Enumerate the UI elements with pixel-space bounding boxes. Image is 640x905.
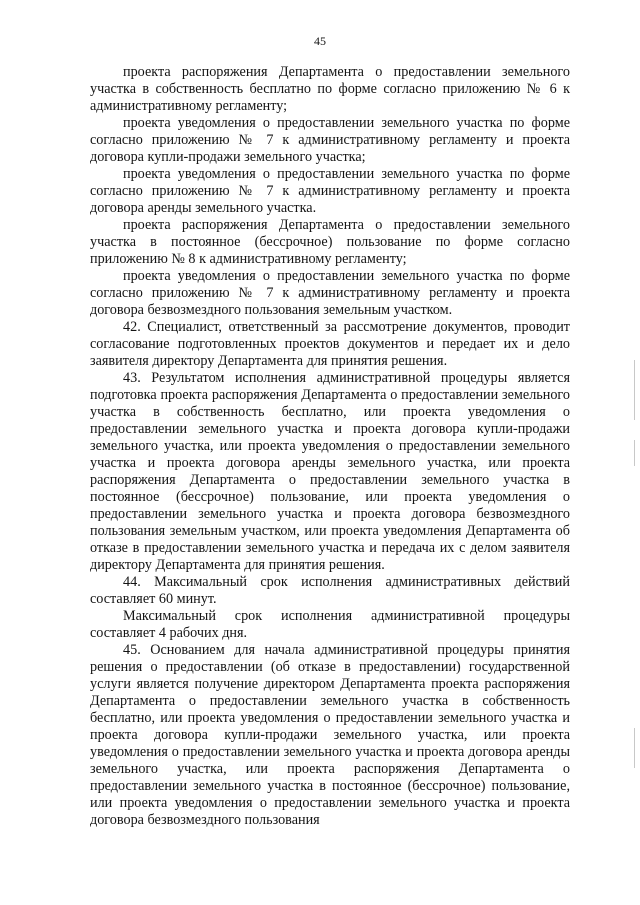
paragraph-42: 42. Специалист, ответственный за рассмотрение документов, проводит согласование подготовленных проектов документов и передает их и дело заявителя директору Департамента для принятия решения. [90,319,570,369]
body-text [90,64,570,829]
paragraph-draft-notice-purchase: проекта уведомления о предоставлении земельного участка по форме согласно приложению № 7 к административному регламенту и проекта договора купли-продажи земельного участка; [90,115,570,165]
scan-edge-mark [634,728,635,768]
paragraph-44: 44. Максимальный срок исполнения административных действий составляет 60 минут. [90,574,570,607]
scan-edge-mark [634,360,635,420]
paragraph-draft-notice-free-use: проекта уведомления о предоставлении земельного участка по форме согласно приложению № 7 к административному регламенту и проекта договора безвозмездного пользования земельным участком. [90,268,570,318]
paragraph-draft-order-permanent-use: проекта распоряжения Департамента о предоставлении земельного участка в постоянное (бессрочное) пользование по форме согласно приложению № 8 к административному регламенту; [90,217,570,267]
page-number: 45 [314,34,326,48]
paragraph-45: 45. Основанием для начала административной процедуры принятия решения о предоставлении (об отказе в предоставлении) государственной услуги является получение директором Департамента проекта распоряжения Департамента о предоставлении земельного участка в собственность бесплатно, или проекта уведомления о предоставлении земельного участка и проекта договора купли-продажи земельного участка, или проекта уведомления о предоставлении земельного участка и проекта договора аренды земельного участка, или проекта распоряжения Департамента о предоставлении земельного участка в постоянное (бессрочное) пользование, или проекта уведомления о предоставлении земельного участка и проекта договора безвозмездного пользования [90,642,570,828]
paragraph-draft-order-free-ownership: проекта распоряжения Департамента о предоставлении земельного участка в собственность бесплатно по форме согласно приложению № 6 к административному регламенту; [90,64,570,114]
scan-edge-mark [634,440,635,466]
paragraph-43: 43. Результатом исполнения административной процедуры является подготовка проекта распоряжения Департамента о предоставлении земельного участка в собственность бесплатно, или проекта уведомления о предоставлении земельного участка и проекта договора купли-продажи земельного участка, или проекта уведомления о предоставлении земельного участка и проекта договора аренды земельного участка, или проекта распоряжения Департамента о предоставлении земельного участка в постоянное (бессрочное) пользование, или проекта уведомления о предоставлении земельного участка и проекта договора безвозмездного пользования земельным участком, или проекта уведомления Департамента об отказе в предоставлении земельного участка и передача их с делом заявителя директору Департамента для принятия решения. [90,370,570,573]
paragraph-draft-notice-lease: проекта уведомления о предоставлении земельного участка по форме согласно приложению № 7 к административному регламенту и проекта договора аренды земельного участка. [90,166,570,216]
paragraph-max-term: Максимальный срок исполнения административной процедуры составляет 4 рабочих дня. [90,608,570,641]
